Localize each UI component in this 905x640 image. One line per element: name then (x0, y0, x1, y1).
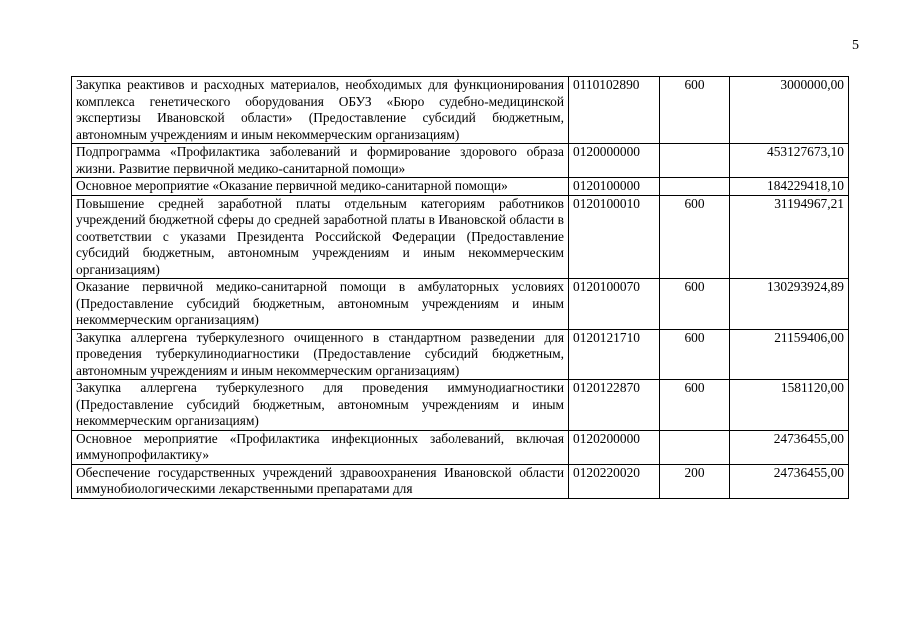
row-description: Основное мероприятие «Профилактика инфекционных заболеваний, включая иммунопрофилактику» (72, 430, 569, 464)
row-description: Подпрограмма «Профилактика заболеваний и формирование здорового образа жизни. Развитие первичной медико-санитарной помощи» (72, 144, 569, 178)
row-expense-type (660, 430, 730, 464)
page-number: 5 (852, 38, 859, 53)
row-amount: 184229418,10 (730, 178, 849, 196)
row-code: 0120121710 (569, 329, 660, 380)
table-row (72, 279, 849, 330)
row-expense-type (660, 178, 730, 196)
row-expense-type: 600 (660, 380, 730, 431)
row-amount: 453127673,10 (730, 144, 849, 178)
row-code: 0120220020 (569, 464, 660, 498)
row-code: 0120122870 (569, 380, 660, 431)
row-code: 0110102890 (569, 77, 660, 144)
row-amount: 24736455,00 (730, 430, 849, 464)
row-code: 0120200000 (569, 430, 660, 464)
row-code: 0120100010 (569, 195, 660, 279)
table-row (72, 77, 849, 144)
row-amount: 3000000,00 (730, 77, 849, 144)
row-expense-type (660, 144, 730, 178)
table-row (72, 144, 849, 178)
row-code: 0120100070 (569, 279, 660, 330)
row-description: Обеспечение государственных учреждений здравоохранения Ивановской области иммунобиологическими лекарственными препаратами для (72, 464, 569, 498)
row-amount: 1581120,00 (730, 380, 849, 431)
row-code: 0120000000 (569, 144, 660, 178)
table-row (72, 380, 849, 431)
row-description: Закупка аллергена туберкулезного для проведения иммунодиагностики (Предоставление субсидий бюджетным, автономным учреждениям и иным некоммерческим организациям) (72, 380, 569, 431)
row-description: Повышение средней заработной платы отдельным категориям работников учреждений бюджетной сферы до средней заработной платы в Ивановской области в соответствии с указами Президента Российской Федерации (Предоставление субсидий бюджетным, автономным учреждениям и иным некоммерческим организациям) (72, 195, 569, 279)
table-row (72, 430, 849, 464)
row-expense-type: 600 (660, 77, 730, 144)
row-amount: 130293924,89 (730, 279, 849, 330)
row-expense-type: 600 (660, 329, 730, 380)
row-description: Оказание первичной медико-санитарной помощи в амбулаторных условиях (Предоставление субсидий бюджетным, автономным учреждениям и иным некоммерческим организациям) (72, 279, 569, 330)
table-row (72, 178, 849, 196)
row-amount: 21159406,00 (730, 329, 849, 380)
row-description: Закупка реактивов и расходных материалов, необходимых для функционирования комплекса генетического оборудования ОБУЗ «Бюро судебно-медицинской экспертизы Ивановской области» (Предоставление субсидий бюджетным, автономным учреждениям и иным некоммерческим организациям) (72, 77, 569, 144)
table-row (72, 329, 849, 380)
row-amount: 24736455,00 (730, 464, 849, 498)
row-amount: 31194967,21 (730, 195, 849, 279)
table-row (72, 195, 849, 279)
row-description: Основное мероприятие «Оказание первичной медико-санитарной помощи» (72, 178, 569, 196)
row-expense-type: 600 (660, 195, 730, 279)
row-description: Закупка аллергена туберкулезного очищенного в стандартном разведении для проведения туберкулинодиагностики (Предоставление субсидий бюджетным, автономным учреждениям и иным некоммерческим организациям) (72, 329, 569, 380)
row-expense-type: 200 (660, 464, 730, 498)
budget-table (71, 76, 849, 499)
row-expense-type: 600 (660, 279, 730, 330)
row-code: 0120100000 (569, 178, 660, 196)
table-row (72, 464, 849, 498)
